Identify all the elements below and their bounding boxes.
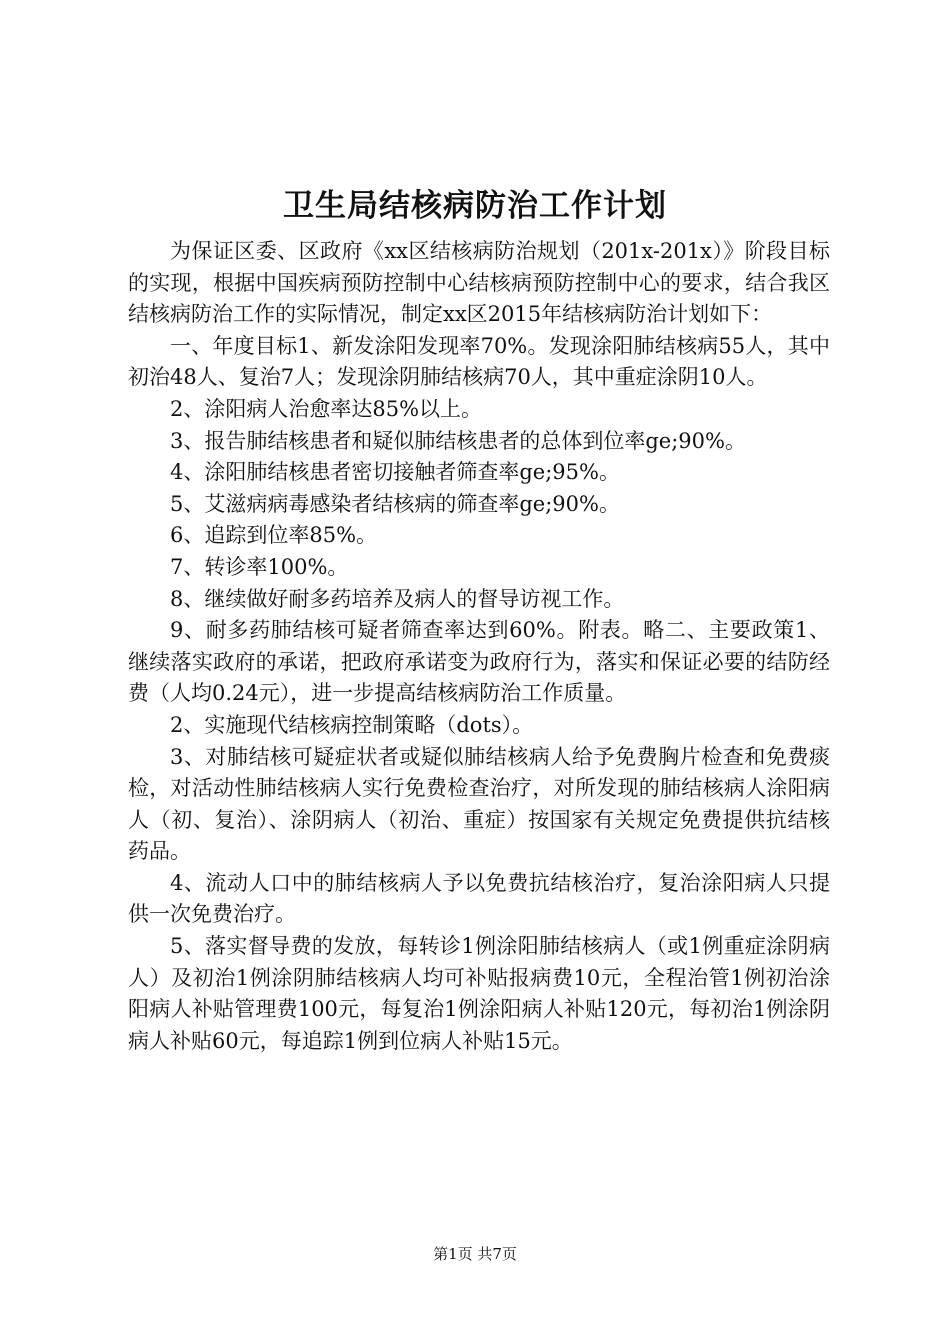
paragraph-policy-2: 2、实施现代结核病控制策略（dots）。 bbox=[170, 712, 534, 737]
paragraph-policy-3: 3、对肺结核可疑症状者或疑似肺结核病人给予免费胸片检查和免费痰检，对活动性肺结核病人实行免费检查治疗，对所发现的肺结核病人涂阳病人（初、复治）、涂阴病人（初治、重症）按国家有关规定免费提供抗结核药品。 bbox=[128, 744, 830, 864]
paragraph-goal-6: 6、追踪到位率85%。 bbox=[170, 523, 378, 548]
page-footer: 第1页 共7页 bbox=[433, 1245, 517, 1263]
paragraph-policy-5: 5、落实督导费的发放，每转诊1例涂阳肺结核病人（或1例重症涂阴病人）及初治1例涂阴肺结核病人均可补贴报病费10元，全程治管1例初治涂阳病人补贴管理费100元，每复治1例涂阳病人补贴120元，每初治1例涂阴病人补贴60元，每追踪1例到位病人补贴15元。 bbox=[128, 934, 830, 1053]
paragraph-goal-3: 3、报告肺结核患者和疑似肺结核患者的总体到位率ge;90%。 bbox=[170, 428, 746, 453]
document-title: 卫生局结核病防治工作计划 bbox=[283, 188, 667, 224]
paragraph-goal-5: 5、艾滋病病毒感染者结核病的筛查率ge;90%。 bbox=[170, 491, 620, 516]
paragraph-goal-2: 2、涂阳病人治愈率达85%以上。 bbox=[170, 396, 483, 421]
paragraph-goal-1: 一、年度目标1、新发涂阳发现率70%。发现涂阳肺结核病55人，其中初治48人、复治7人；发现涂阴肺结核病70人，其中重症涂阴10人。 bbox=[128, 333, 830, 390]
paragraph-goal-4: 4、涂阳肺结核患者密切接触者筛查率ge;95%。 bbox=[170, 460, 620, 485]
paragraph-goal-8: 8、继续做好耐多药培养及病人的督导访视工作。 bbox=[170, 586, 625, 611]
paragraph-goal-7: 7、转诊率100%。 bbox=[170, 554, 349, 579]
paragraph-goal-9-policy-1: 9、耐多药肺结核可疑者筛查率达到60%。附表。略二、主要政策1、继续落实政府的承诺，把政府承诺变为政府行为，落实和保证必要的结防经费（人均0.24元），进一步提高结核病防治工作质量。 bbox=[128, 618, 830, 706]
paragraph-policy-4: 4、流动人口中的肺结核病人予以免费抗结核治疗，复治涂阳病人只提供一次免费治疗。 bbox=[128, 870, 830, 927]
paragraph-intro: 为保证区委、区政府《xx区结核病防治规划（201x-201x）》阶段目标的实现，根据中国疾病预防控制中心结核病预防控制中心的要求，结合我区结核病防治工作的实际情况，制定xx区2015年结核病防治计划如下： bbox=[128, 239, 830, 327]
document-body bbox=[128, 236, 830, 1057]
